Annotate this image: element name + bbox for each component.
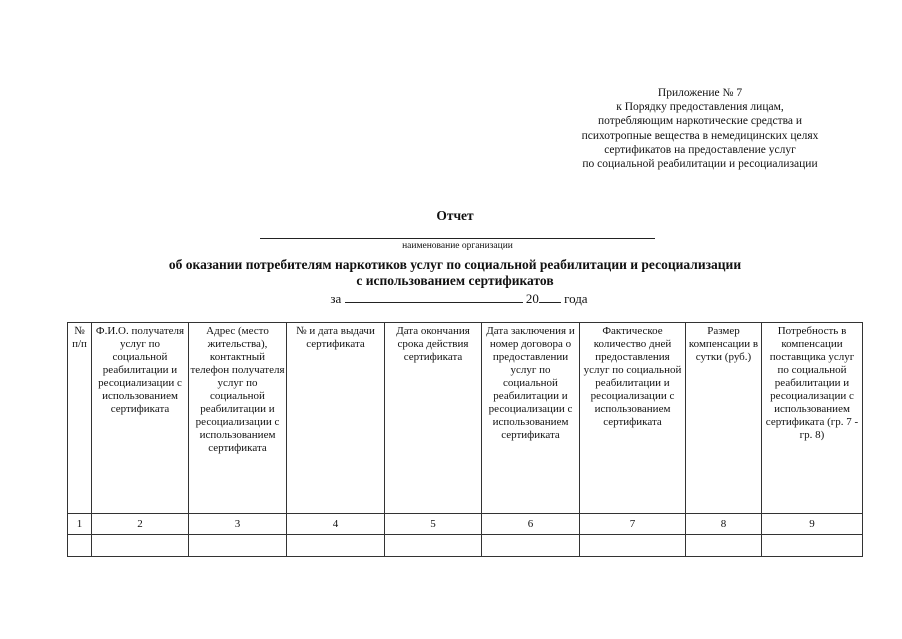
empty-data-row (68, 535, 863, 557)
empty-cell (762, 535, 863, 557)
column-number-cell: 7 (580, 514, 686, 535)
report-table (67, 322, 863, 557)
report-subtitle (0, 257, 902, 289)
empty-cell (92, 535, 189, 557)
header-cell: Ф.И.О. получателя услуг по социальной реабилитации и ресоциализации с использованием сертификата (92, 323, 189, 514)
header-cell: № п/п (68, 323, 92, 514)
empty-cell (482, 535, 580, 557)
column-number-cell: 3 (189, 514, 287, 535)
header-cell: № и дата выдачи сертификата (287, 323, 385, 514)
report-title: Отчет (436, 208, 474, 223)
table-header-row (68, 323, 863, 514)
empty-cell (68, 535, 92, 557)
column-number-cell: 4 (287, 514, 385, 535)
empty-cell (287, 535, 385, 557)
header-cell: Адрес (место жительства), контактный телефон получателя услуг по социальной реабилитации и ресоциализации с использованием сертификата (189, 323, 287, 514)
empty-cell (686, 535, 762, 557)
column-number-cell: 1 (68, 514, 92, 535)
header-cell: Потребность в компенсации поставщика услуг по социальной реабилитации и ресоциализации с использованием сертификата (гр. 7 - гр. 8) (762, 323, 863, 514)
header-cell: Фактическое количество дней предоставления услуг по социальной реабилитации и ресоциализации с использованием сертификата (580, 323, 686, 514)
appendix-line: по социальной реабилитации и ресоциализации (582, 158, 818, 171)
subtitle-line-2: с использованием сертификатов (356, 273, 554, 288)
appendix-line: Приложение № 7 (657, 87, 743, 99)
appendix-line: сертификатов на предоставление услуг (604, 143, 796, 156)
appendix-line: к Порядку предоставления лицам, (616, 101, 784, 114)
period-year-prefix: 20 (525, 291, 539, 306)
period-blank (345, 292, 523, 303)
column-number-cell: 8 (686, 514, 762, 535)
column-number-cell: 2 (92, 514, 189, 535)
header-cell: Размер компенсации в сутки (руб.) (686, 323, 762, 514)
appendix-line: потребляющим наркотические средства и (597, 115, 803, 128)
column-number-cell: 6 (482, 514, 580, 535)
header-cell: Дата окончания срока действия сертификата (385, 323, 482, 514)
empty-cell (385, 535, 482, 557)
header-cell: Дата заключения и номер договора о предоставлении услуг по социальной реабилитации и ресоциализации с использованием сертификата (482, 323, 580, 514)
report-period (0, 291, 902, 307)
period-suffix: года (564, 291, 588, 306)
subtitle-line-1: об оказании потребителям наркотиков услуг по социальной реабилитации и ресоциализации (168, 257, 742, 272)
appendix-block (552, 86, 848, 171)
appendix-line: психотропные вещества в немедицинских целях (581, 129, 819, 142)
organization-caption: наименование организации (402, 241, 513, 251)
empty-cell (580, 535, 686, 557)
empty-cell (189, 535, 287, 557)
column-number-cell: 5 (385, 514, 482, 535)
organization-name-line (260, 238, 655, 239)
column-number-row (68, 514, 863, 535)
year-blank (539, 292, 561, 303)
column-number-cell: 9 (762, 514, 863, 535)
period-prefix: за (330, 291, 342, 306)
